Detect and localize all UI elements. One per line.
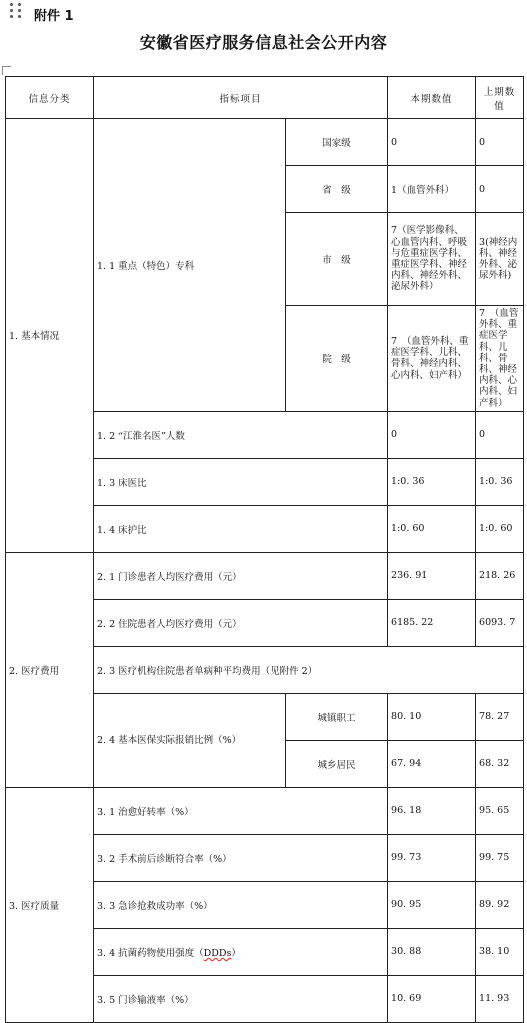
previous-value: 3(神经内科、神经外科、泌尿外科) [476, 213, 524, 306]
category-quality: 3. 医疗质量 [6, 787, 94, 1022]
item-cell: 1. 2 “江淮名医”人数 [94, 411, 388, 458]
header-indicator: 指标项目 [94, 77, 388, 119]
group-cell: 城乡居民 [286, 740, 388, 787]
item-cell: 1. 4 床护比 [94, 505, 388, 552]
header-current: 本期数值 [388, 77, 476, 119]
specialty-label: 1. 1 重点（特色）专科 [94, 119, 286, 412]
item-cell: 2. 3 医疗机构住院患者单病种平均费用（见附件 2） [94, 646, 524, 693]
current-value: 10. 69 [388, 975, 476, 1022]
item-cell: 3. 5 门诊输液率（%） [94, 975, 388, 1022]
header-category: 信息分类 [6, 77, 94, 119]
previous-value: 68. 32 [476, 740, 524, 787]
previous-value: 6093. 7 [476, 599, 524, 646]
table-row [6, 552, 524, 599]
info-table [5, 76, 524, 1023]
reimbursement-label: 2. 4 基本医保实际报销比例（%） [94, 693, 286, 787]
current-value: 90. 95 [388, 881, 476, 928]
previous-value: 1:0. 36 [476, 458, 524, 505]
item-cell: 3. 2 手术前后诊断符合率（%） [94, 834, 388, 881]
current-value: 1:0. 60 [388, 505, 476, 552]
item-cell [94, 928, 388, 975]
previous-value: 7 （血管外科、重症医学科、儿科、骨科、神经内科、心内科、妇产科） [476, 306, 524, 412]
drag-handle-icon[interactable] [10, 3, 24, 21]
item-cell: 3. 1 治愈好转率（%） [94, 787, 388, 834]
current-value: 7 （血管外科、重症医学科、儿科、骨科、神经内科、心内科、妇产科） [388, 306, 476, 412]
item-cell: 2. 1 门诊患者人均医疗费用（元） [94, 552, 388, 599]
current-value: 99. 73 [388, 834, 476, 881]
current-value: 6185. 22 [388, 599, 476, 646]
item-cell: 2. 2 住院患者人均医疗费用（元） [94, 599, 388, 646]
ddds-spellcheck-text: DDDs [203, 947, 232, 959]
current-value: 0 [388, 411, 476, 458]
previous-value: 38. 10 [476, 928, 524, 975]
previous-value: 11. 93 [476, 975, 524, 1022]
category-basic: 1. 基本情况 [6, 119, 94, 553]
level-cell: 市 级 [286, 213, 388, 306]
previous-value: 78. 27 [476, 693, 524, 740]
table-row [6, 119, 524, 166]
group-cell: 城镇职工 [286, 693, 388, 740]
current-value: 7（医学影像科、心血管内科、呼吸与危重症医学科、重症医学科、神经内科、神经外科、泌尿外科） [388, 213, 476, 306]
previous-value: 0 [476, 411, 524, 458]
table-corner-mark [2, 66, 11, 75]
document-title: 安徽省医疗服务信息社会公开内容 [139, 33, 388, 52]
current-value: 30. 88 [388, 928, 476, 975]
current-value: 96. 18 [388, 787, 476, 834]
item-prefix: 3. 4 抗菌药物使用强度（ [97, 947, 204, 959]
table-header-row [6, 77, 524, 119]
level-cell: 省 级 [286, 166, 388, 213]
table-row [6, 787, 524, 834]
header-previous: 上期数值 [476, 77, 524, 119]
current-value: 1（血管外科） [388, 166, 476, 213]
level-cell: 国家级 [286, 119, 388, 166]
current-value: 80. 10 [388, 693, 476, 740]
attachment-label: 附件 1 [34, 9, 74, 24]
previous-value: 0 [476, 166, 524, 213]
current-value: 236. 91 [388, 552, 476, 599]
level-cell: 院 级 [286, 306, 388, 412]
previous-value: 218. 26 [476, 552, 524, 599]
current-value: 67. 94 [388, 740, 476, 787]
previous-value: 0 [476, 119, 524, 166]
previous-value: 1:0. 60 [476, 505, 524, 552]
previous-value: 99. 75 [476, 834, 524, 881]
category-cost: 2. 医疗费用 [6, 552, 94, 787]
item-suffix: ） [231, 947, 241, 959]
previous-value: 89. 92 [476, 881, 524, 928]
current-value: 0 [388, 119, 476, 166]
item-cell: 3. 3 急诊抢救成功率（%） [94, 881, 388, 928]
item-cell: 1. 3 床医比 [94, 458, 388, 505]
current-value: 1:0. 36 [388, 458, 476, 505]
previous-value: 95. 65 [476, 787, 524, 834]
